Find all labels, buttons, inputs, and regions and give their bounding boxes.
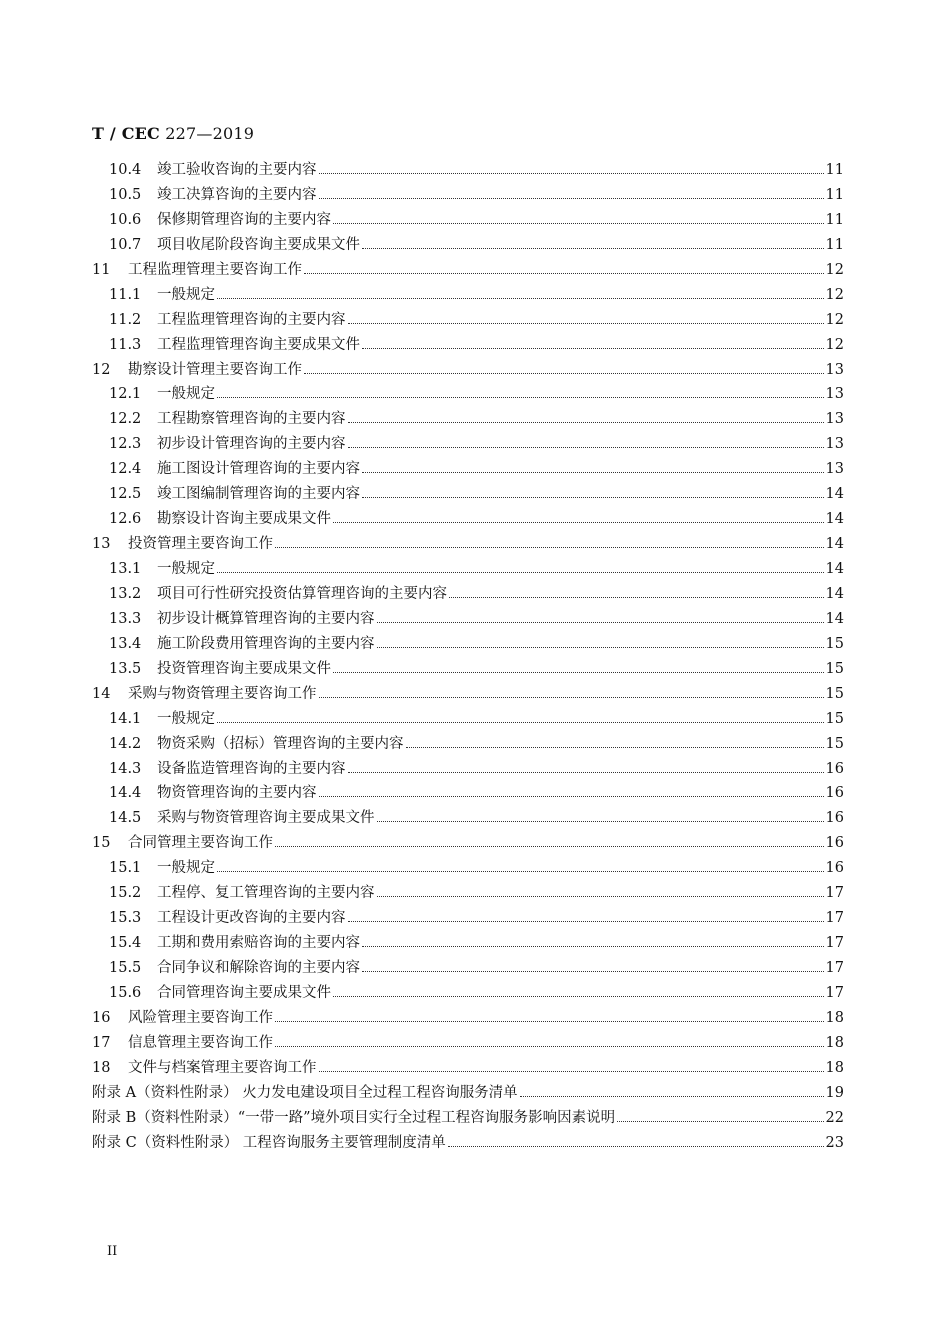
toc-entry-number: 17 xyxy=(92,1034,111,1051)
dot-leader xyxy=(448,1146,824,1147)
dot-leader xyxy=(362,497,824,498)
dot-leader xyxy=(362,248,824,249)
toc-entry-page: 14 xyxy=(825,561,844,577)
toc-entry[interactable] xyxy=(92,881,844,906)
toc-entry-title: 风险管理主要咨询工作 xyxy=(128,1009,273,1026)
toc-entry-page: 16 xyxy=(825,760,844,777)
toc-entry-page: 16 xyxy=(825,835,844,852)
toc-entry[interactable] xyxy=(92,657,844,682)
toc-entry-number: 13.1 xyxy=(109,561,142,577)
toc-entry-page: 16 xyxy=(825,785,844,802)
toc-entry-number: 12.3 xyxy=(109,436,142,453)
dot-leader xyxy=(275,846,824,847)
toc-entry-number: 12.6 xyxy=(109,511,142,528)
toc-entry-title: 初步设计管理咨询的主要内容 xyxy=(157,436,346,453)
dot-leader xyxy=(520,1096,824,1097)
dot-leader xyxy=(275,1021,824,1022)
standard-number: 227—2019 xyxy=(165,124,255,143)
toc-entry-page: 13 xyxy=(825,411,844,428)
toc-entry-title: 附录 C（资料性附录） 工程咨询服务主要管理制度清单 xyxy=(92,1134,446,1151)
toc-entry-page: 14 xyxy=(825,486,844,503)
toc-entry-page: 22 xyxy=(825,1109,844,1126)
toc-entry-page: 17 xyxy=(825,960,844,976)
toc-entry-page: 13 xyxy=(825,361,844,378)
toc-entry-title: 工程监理管理咨询的主要内容 xyxy=(157,311,346,328)
toc-entry[interactable] xyxy=(92,607,844,632)
toc-entry-title: 一般规定 xyxy=(157,386,215,403)
toc-entry-title: 投资管理主要咨询工作 xyxy=(128,536,273,553)
toc-entry[interactable] xyxy=(92,682,844,707)
toc-entry-page: 15 xyxy=(825,660,844,677)
toc-entry-page: 12 xyxy=(825,261,844,278)
toc-entry-number: 15.1 xyxy=(109,860,142,877)
dot-leader xyxy=(449,597,824,598)
toc-entry-page: 15 xyxy=(825,685,844,702)
toc-entry-number: 14.3 xyxy=(109,760,142,777)
toc-entry-number: 12.2 xyxy=(109,411,142,428)
dot-leader xyxy=(333,996,824,997)
toc-entry-title: 项目可行性研究投资估算管理咨询的主要内容 xyxy=(157,585,447,602)
dot-leader xyxy=(275,547,824,548)
toc-entry[interactable] xyxy=(92,183,844,208)
toc-entry[interactable] xyxy=(92,931,844,956)
toc-entry-number: 13.4 xyxy=(109,635,142,652)
toc-entry-page: 14 xyxy=(825,536,844,553)
toc-entry-number: 10.6 xyxy=(109,211,142,228)
toc-entry-page: 16 xyxy=(825,810,844,827)
toc-entry-number: 16 xyxy=(92,1009,111,1026)
dot-leader xyxy=(362,971,824,972)
toc-entry-title: 工程监理管理咨询主要成果文件 xyxy=(157,336,360,353)
dot-leader xyxy=(406,747,824,748)
toc-entry[interactable] xyxy=(92,158,844,183)
toc-entry-number: 18 xyxy=(92,1059,111,1076)
toc-entry-page: 11 xyxy=(825,211,844,228)
toc-entry-number: 15.3 xyxy=(109,910,142,927)
toc-entry-title: 一般规定 xyxy=(157,561,215,577)
toc-entry-title: 勘察设计管理主要咨询工作 xyxy=(128,361,302,378)
toc-entry-title: 施工图设计管理咨询的主要内容 xyxy=(157,461,360,478)
toc-entry-page: 19 xyxy=(825,1084,844,1101)
toc-entry-title: 文件与档案管理主要咨询工作 xyxy=(128,1059,317,1076)
toc-entry-title: 工程设计更改咨询的主要内容 xyxy=(157,910,346,927)
toc-entry-page: 14 xyxy=(825,511,844,528)
toc-entry-page: 17 xyxy=(825,910,844,927)
document-header xyxy=(92,124,254,143)
toc-entry-title: 一般规定 xyxy=(157,860,215,877)
toc-entry-number: 11.2 xyxy=(109,311,142,328)
toc-entry-title: 一般规定 xyxy=(157,286,215,303)
toc-entry-number: 15.4 xyxy=(109,935,142,952)
toc-entry-number: 12.1 xyxy=(109,386,142,403)
toc-entry[interactable] xyxy=(92,382,844,407)
toc-entry-title: 工程停、复工管理咨询的主要内容 xyxy=(157,885,375,902)
toc-entry[interactable] xyxy=(92,358,844,383)
toc-entry-title: 竣工图编制管理咨询的主要内容 xyxy=(157,486,360,503)
toc-entry-title: 保修期管理咨询的主要内容 xyxy=(157,211,331,228)
toc-entry-title: 采购与物资管理主要咨询工作 xyxy=(128,685,317,702)
toc-entry-page: 13 xyxy=(825,436,844,453)
dot-leader xyxy=(362,472,824,473)
toc-entry[interactable] xyxy=(92,831,844,856)
toc-entry-title: 竣工验收咨询的主要内容 xyxy=(157,162,317,178)
dot-leader xyxy=(217,572,824,573)
toc-entry-number: 10.5 xyxy=(109,186,142,203)
toc-entry-number: 11.1 xyxy=(109,286,142,303)
toc-entry[interactable] xyxy=(92,457,844,482)
toc-entry-title: 工期和费用索赔咨询的主要内容 xyxy=(157,935,360,952)
toc-entry-page: 14 xyxy=(825,610,844,627)
toc-entry-title: 物资管理咨询的主要内容 xyxy=(157,785,317,802)
toc-entry[interactable] xyxy=(92,1031,844,1056)
toc-entry[interactable] xyxy=(92,707,844,732)
toc-entry[interactable] xyxy=(92,732,844,757)
dot-leader xyxy=(319,1071,824,1072)
dot-leader xyxy=(333,672,824,673)
toc-entry-title: 竣工决算咨询的主要内容 xyxy=(157,186,317,203)
toc-entry-page: 17 xyxy=(825,984,844,1001)
toc-entry-page: 18 xyxy=(825,1059,844,1076)
toc-entry-title: 合同争议和解除咨询的主要内容 xyxy=(157,960,360,976)
table-of-contents xyxy=(92,158,844,1156)
dot-leader xyxy=(333,522,824,523)
dot-leader xyxy=(348,422,824,423)
toc-entry-title: 初步设计概算管理咨询的主要内容 xyxy=(157,610,375,627)
toc-entry-number: 10.4 xyxy=(109,162,142,178)
toc-entry[interactable] xyxy=(92,981,844,1006)
toc-entry-number: 14.4 xyxy=(109,785,142,802)
toc-entry-title: 工程监理管理主要咨询工作 xyxy=(128,261,302,278)
toc-entry-page: 17 xyxy=(825,885,844,902)
dot-leader xyxy=(348,447,824,448)
toc-entry[interactable] xyxy=(92,1131,844,1156)
dot-leader xyxy=(348,323,824,324)
toc-entry[interactable] xyxy=(92,258,844,283)
toc-entry[interactable] xyxy=(92,233,844,258)
toc-entry-page: 15 xyxy=(825,635,844,652)
toc-entry-page: 11 xyxy=(825,236,844,253)
toc-entry-number: 14.1 xyxy=(109,710,142,727)
dot-leader xyxy=(319,173,824,174)
toc-entry[interactable] xyxy=(92,856,844,881)
toc-entry-number: 15.2 xyxy=(109,885,142,902)
toc-entry-number: 14 xyxy=(92,685,111,702)
toc-entry[interactable] xyxy=(92,532,844,557)
toc-entry-title: 工程勘察管理咨询的主要内容 xyxy=(157,411,346,428)
toc-entry-page: 18 xyxy=(825,1009,844,1026)
dot-leader xyxy=(319,796,824,797)
toc-entry-page: 11 xyxy=(825,162,844,178)
dot-leader xyxy=(217,722,824,723)
toc-entry-number: 15.6 xyxy=(109,984,142,1001)
toc-entry[interactable] xyxy=(92,806,844,831)
toc-entry-number: 11.3 xyxy=(109,336,142,353)
toc-entry-number: 13.3 xyxy=(109,610,142,627)
page-number-footer: II xyxy=(107,1244,118,1259)
toc-entry-page: 23 xyxy=(825,1134,844,1151)
toc-entry[interactable] xyxy=(92,906,844,931)
toc-entry[interactable] xyxy=(92,632,844,657)
dot-leader xyxy=(217,871,824,872)
dot-leader xyxy=(377,622,824,623)
toc-entry-title: 附录 A（资料性附录） 火力发电建设项目全过程工程咨询服务清单 xyxy=(92,1084,518,1101)
dot-leader xyxy=(304,273,824,274)
toc-entry[interactable] xyxy=(92,757,844,782)
dot-leader xyxy=(304,373,824,374)
dot-leader xyxy=(217,397,824,398)
toc-entry-page: 16 xyxy=(825,860,844,877)
toc-entry-title: 物资采购（招标）管理咨询的主要内容 xyxy=(157,735,404,752)
toc-entry[interactable] xyxy=(92,956,844,981)
toc-entry-page: 17 xyxy=(825,935,844,952)
toc-entry[interactable] xyxy=(92,1056,844,1081)
dot-leader xyxy=(377,647,824,648)
toc-entry[interactable] xyxy=(92,1006,844,1031)
toc-entry-title: 合同管理主要咨询工作 xyxy=(128,835,273,852)
toc-entry-number: 14.5 xyxy=(109,810,142,827)
toc-entry[interactable] xyxy=(92,482,844,507)
toc-entry-number: 14.2 xyxy=(109,735,142,752)
toc-entry[interactable] xyxy=(92,582,844,607)
dot-leader xyxy=(617,1121,823,1122)
toc-entry[interactable] xyxy=(92,308,844,333)
toc-entry[interactable] xyxy=(92,781,844,806)
toc-entry-page: 13 xyxy=(825,386,844,403)
dot-leader xyxy=(377,821,824,822)
dot-leader xyxy=(217,298,824,299)
toc-entry-title: 一般规定 xyxy=(157,710,215,727)
toc-entry-page: 12 xyxy=(825,286,844,303)
toc-entry-title: 设备监造管理咨询的主要内容 xyxy=(157,760,346,777)
toc-entry-number: 12.4 xyxy=(109,461,142,478)
toc-entry[interactable] xyxy=(92,1106,844,1131)
dot-leader xyxy=(275,1046,824,1047)
toc-entry[interactable] xyxy=(92,407,844,432)
dot-leader xyxy=(319,198,824,199)
toc-entry-page: 12 xyxy=(825,336,844,353)
toc-entry-title: 项目收尾阶段咨询主要成果文件 xyxy=(157,236,360,253)
toc-entry-title: 投资管理咨询主要成果文件 xyxy=(157,660,331,677)
toc-entry-title: 合同管理咨询主要成果文件 xyxy=(157,984,331,1001)
toc-entry-title: 附录 B（资料性附录）“一带一路”境外项目实行全过程工程咨询服务影响因素说明 xyxy=(92,1109,616,1126)
toc-entry-number: 12 xyxy=(92,361,111,378)
toc-entry-title: 信息管理主要咨询工作 xyxy=(128,1034,273,1051)
toc-entry-page: 13 xyxy=(825,461,844,478)
toc-entry-page: 11 xyxy=(825,186,844,203)
toc-entry-number: 10.7 xyxy=(109,236,142,253)
standard-prefix: T / CEC xyxy=(92,124,160,143)
toc-entry-number: 15.5 xyxy=(109,960,142,976)
dot-leader xyxy=(362,946,824,947)
toc-entry-page: 14 xyxy=(825,585,844,602)
toc-entry[interactable] xyxy=(92,208,844,233)
toc-entry-page: 12 xyxy=(825,311,844,328)
toc-entry[interactable] xyxy=(92,432,844,457)
toc-entry[interactable] xyxy=(92,283,844,308)
dot-leader xyxy=(333,223,824,224)
toc-entry-number: 15 xyxy=(92,835,111,852)
toc-entry-number: 11 xyxy=(92,261,111,278)
dot-leader xyxy=(377,896,824,897)
toc-entry[interactable] xyxy=(92,1081,844,1106)
dot-leader xyxy=(348,921,824,922)
toc-entry-page: 15 xyxy=(825,735,844,752)
toc-entry[interactable] xyxy=(92,333,844,358)
toc-entry-title: 采购与物资管理咨询主要成果文件 xyxy=(157,810,375,827)
toc-entry-number: 13.5 xyxy=(109,660,142,677)
toc-entry-page: 15 xyxy=(825,710,844,727)
toc-entry-number: 13.2 xyxy=(109,585,142,602)
toc-entry-title: 施工阶段费用管理咨询的主要内容 xyxy=(157,635,375,652)
toc-entry-page: 18 xyxy=(825,1034,844,1051)
dot-leader xyxy=(348,772,824,773)
toc-entry-number: 12.5 xyxy=(109,486,142,503)
toc-entry[interactable] xyxy=(92,557,844,582)
toc-entry-title: 勘察设计咨询主要成果文件 xyxy=(157,511,331,528)
dot-leader xyxy=(362,348,824,349)
toc-entry-number: 13 xyxy=(92,536,111,553)
dot-leader xyxy=(319,697,824,698)
toc-entry[interactable] xyxy=(92,507,844,532)
